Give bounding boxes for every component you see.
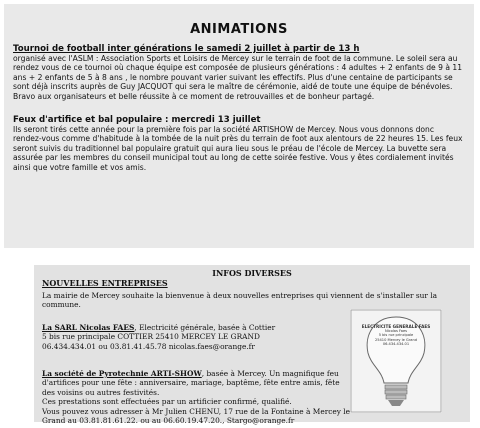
advert-line-2: 5 bis rue principale bbox=[378, 333, 414, 338]
advert-line-1: Nicolas Faes bbox=[384, 329, 408, 334]
pyro-name: La société de Pyrotechnie ARTI-SHOW bbox=[42, 369, 202, 378]
infos-diverses-section bbox=[34, 265, 470, 426]
intro-text: La mairie de Mercey souhaite la bienvenue à deux nouvelles entreprises qui viennent de s'installer sur la commune. bbox=[42, 291, 438, 310]
advert-line-3: 25410 Mercey le Grand bbox=[374, 337, 418, 342]
nouvelles-entreprises-heading: NOUVELLES ENTREPRISES bbox=[42, 278, 168, 288]
feux-body: Ils seront tirés cette année pour la première fois par la société ARTISHOW de Mercey. Nous vous donnons donc rendez-vous comme d'habitude à la tombée de la nuit près du terrain de foot aux alentours de 22 heures 15. Les feux seront suivis du traditionnel bal populaire gratuit qui aura lieu sous le préau de l'école de Mercey. La buvette sera assurée par les membres du conseil municipal tout au long de cette soirée festive. Vous y êtes cordialement invités ainsi que votre famille et vos amis. bbox=[13, 125, 463, 172]
feux-paragraph bbox=[13, 115, 465, 172]
tournoi-body: organisé avec l'ASLM : Association Sports et Loisirs de Mercey sur le terrain de foot de la commune. Le soleil sera au rendez vous de ce tournoi où chaque équipe est composée de plusieurs générations : 4 adultes + 2 enfants de 9 à 11 ans + 2 enfants de 5 à 8 ans , le nombre pouvant varier suivant les effectifs. Plus d'une centaine de participants se sont déjà inscrits auprès de Guy JACQUOT qui sera le maître de cérémonie, aidé de toute une équipe de bénévoles. Bravo aux organisateurs et belle réussite à ce moment de retrouvailles et de bonheur partagé. bbox=[13, 54, 463, 101]
advert-text bbox=[350, 325, 442, 346]
animations-title: ANIMATIONS bbox=[190, 22, 288, 37]
pyro-text-2: Ces prestations sont effectuées par un artificier confirmé, qualifié. bbox=[42, 397, 292, 407]
sarl-name: La SARL Nicolas FAES bbox=[42, 323, 135, 332]
faes-advert bbox=[350, 309, 442, 413]
pyro-desc: , basée à Mercey. Un magnifique feu d'artifices pour une fête : anniversaire, mariage, baptême, fête entre amis, fête des voisins ou autres festivités. bbox=[42, 369, 340, 397]
advert-brand: ELECTRICITE GENERALE FAES bbox=[361, 324, 431, 329]
sarl-desc: , Electricité générale, basée à Cottier bbox=[134, 323, 276, 332]
tournoi-heading: Tournoi de football inter générations le samedi 2 juillet à partir de 13 h bbox=[13, 44, 360, 54]
infos-title: INFOS DIVERSES bbox=[212, 268, 292, 278]
sarl-contact: 06.434.434.01 ou 03.81.41.45.78 nicolas.faes@orange.fr bbox=[42, 341, 255, 351]
pyro-block bbox=[42, 369, 354, 425]
sarl-address: 5 bis rue principale COTTIER 25410 MERCEY LE GRAND bbox=[42, 332, 260, 342]
pyro-text-3: Vous pouvez vous adresser à Mr Julien CHENU, 17 rue de la Fontaine à Mercey le Grand au 03.81.81.61.22. ou au 06.60.19.47.20., Stargo@orange.fr bbox=[42, 406, 351, 426]
animations-section bbox=[4, 4, 474, 248]
feux-heading: Feux d'artifice et bal populaire : mercredi 13 juillet bbox=[13, 115, 261, 126]
pyro-line bbox=[42, 369, 354, 397]
sarl-line bbox=[42, 323, 354, 332]
sarl-block bbox=[42, 323, 354, 351]
advert-line-4: 06.434.434.01 bbox=[382, 341, 410, 346]
tournoi-paragraph bbox=[13, 44, 465, 101]
